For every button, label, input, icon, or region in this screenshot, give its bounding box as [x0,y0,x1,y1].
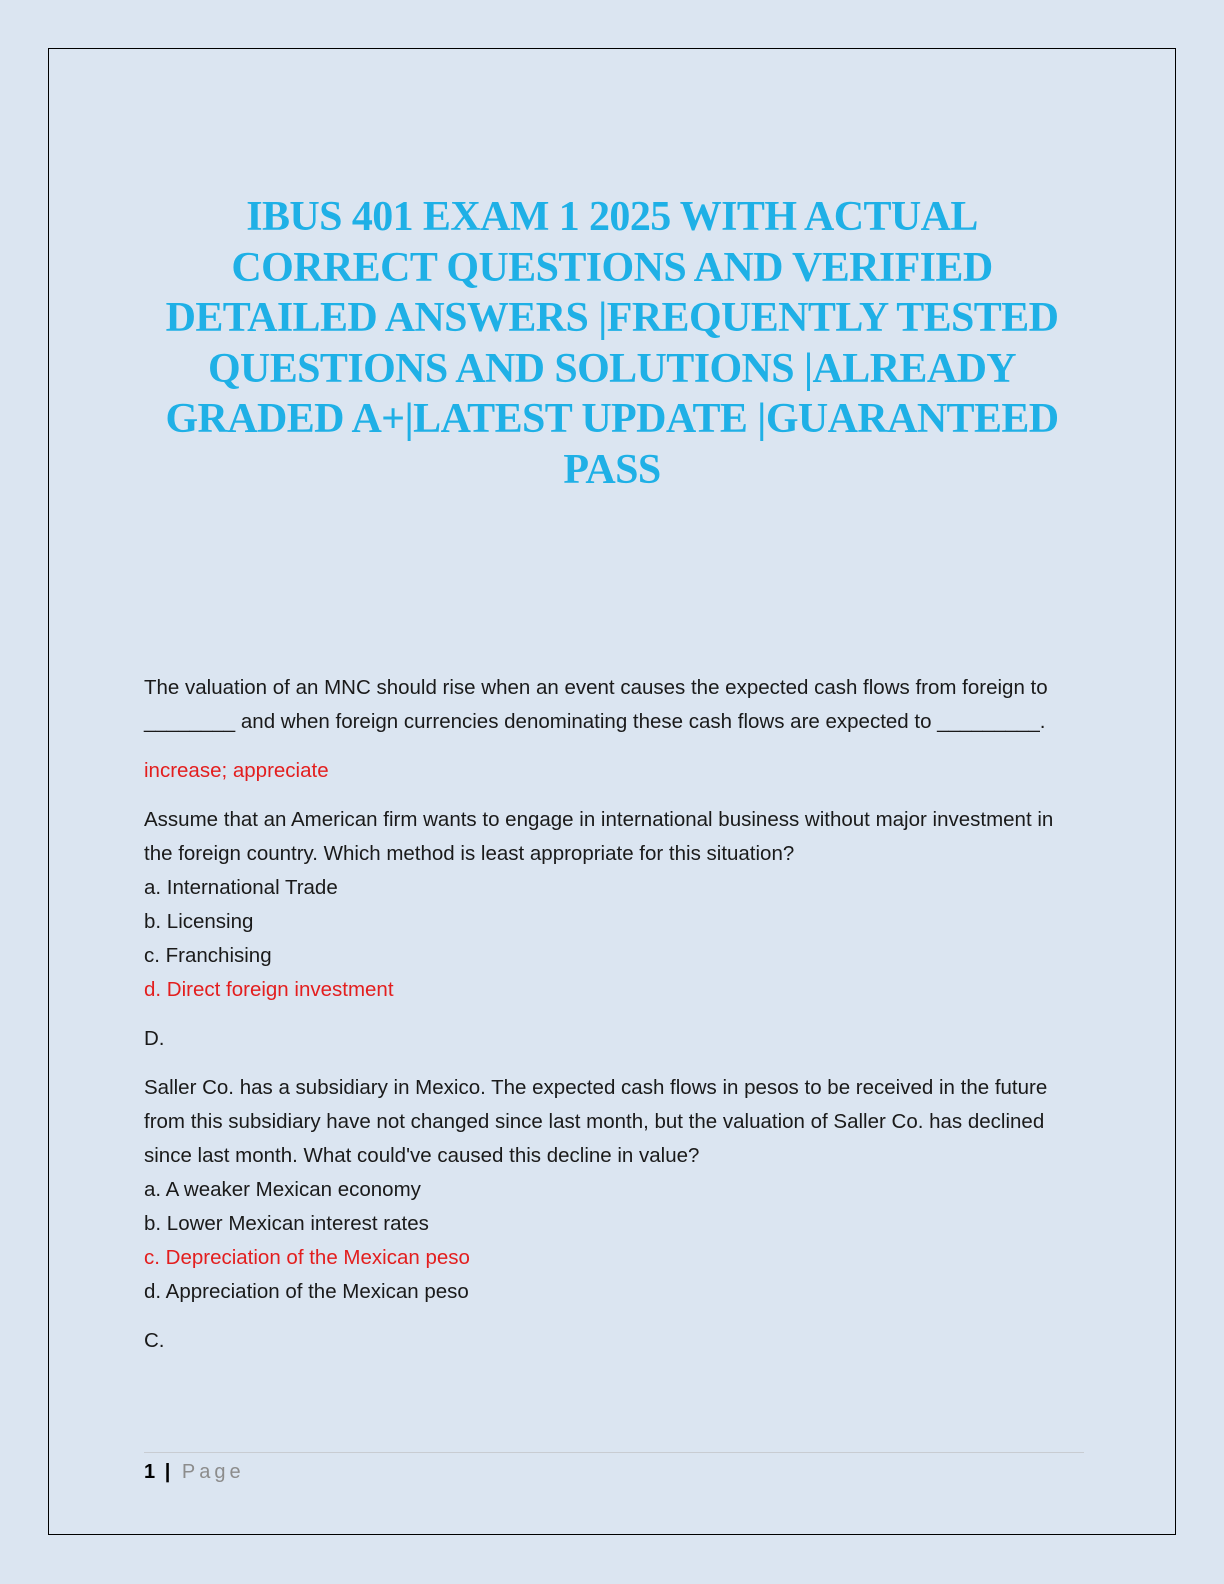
question-2-option-b: b. Licensing [144,910,254,933]
question-3-option-a: a. A weaker Mexican economy [144,1178,421,1201]
question-2-option-c: c. Franchising [144,944,272,967]
question-3-option-b: b. Lower Mexican interest rates [144,1212,429,1235]
question-3-option-d: d. Appreciation of the Mexican peso [144,1280,469,1303]
question-1-answer: increase; appreciate [144,759,329,782]
page-label: Page [181,1461,245,1483]
question-2-text: Assume that an American firm wants to engage in international business without major investment in the foreign country. Which method is least appropriate for this situation? [144,808,1054,865]
footer-divider [144,1452,1084,1453]
page-number: 1 [144,1461,156,1483]
document-title: IBUS 401 EXAM 1 2025 WITH ACTUAL CORRECT QUESTIONS AND VERIFIED DETAILED ANSWERS |FREQUENTLY TESTED QUESTIONS AND SOLUTIONS |ALREADY GRADED A+|LATEST UPDATE |GUARANTEED PASS [165,194,1059,493]
question-3-text: Saller Co. has a subsidiary in Mexico. The expected cash flows in pesos to be received in the future from this subsidiary have not changed since last month, but the valuation of Saller Co. has declined since last month. What could've caused this decline in value? [144,1076,1048,1167]
footer-separator: | [164,1461,171,1483]
question-2-option-d: d. Direct foreign investment [144,978,394,1001]
document-body [144,671,1084,1358]
question-2-answer: D. [144,1027,165,1050]
question-2-option-a: a. International Trade [144,876,338,899]
question-3-option-c: c. Depreciation of the Mexican peso [144,1246,470,1269]
question-3-answer: C. [144,1329,165,1352]
page-footer [144,1458,245,1486]
question-1-text: The valuation of an MNC should rise when an event causes the expected cash flows from foreign to ________ and when foreign currencies denominating these cash flows are expected to _________. [144,676,1048,733]
